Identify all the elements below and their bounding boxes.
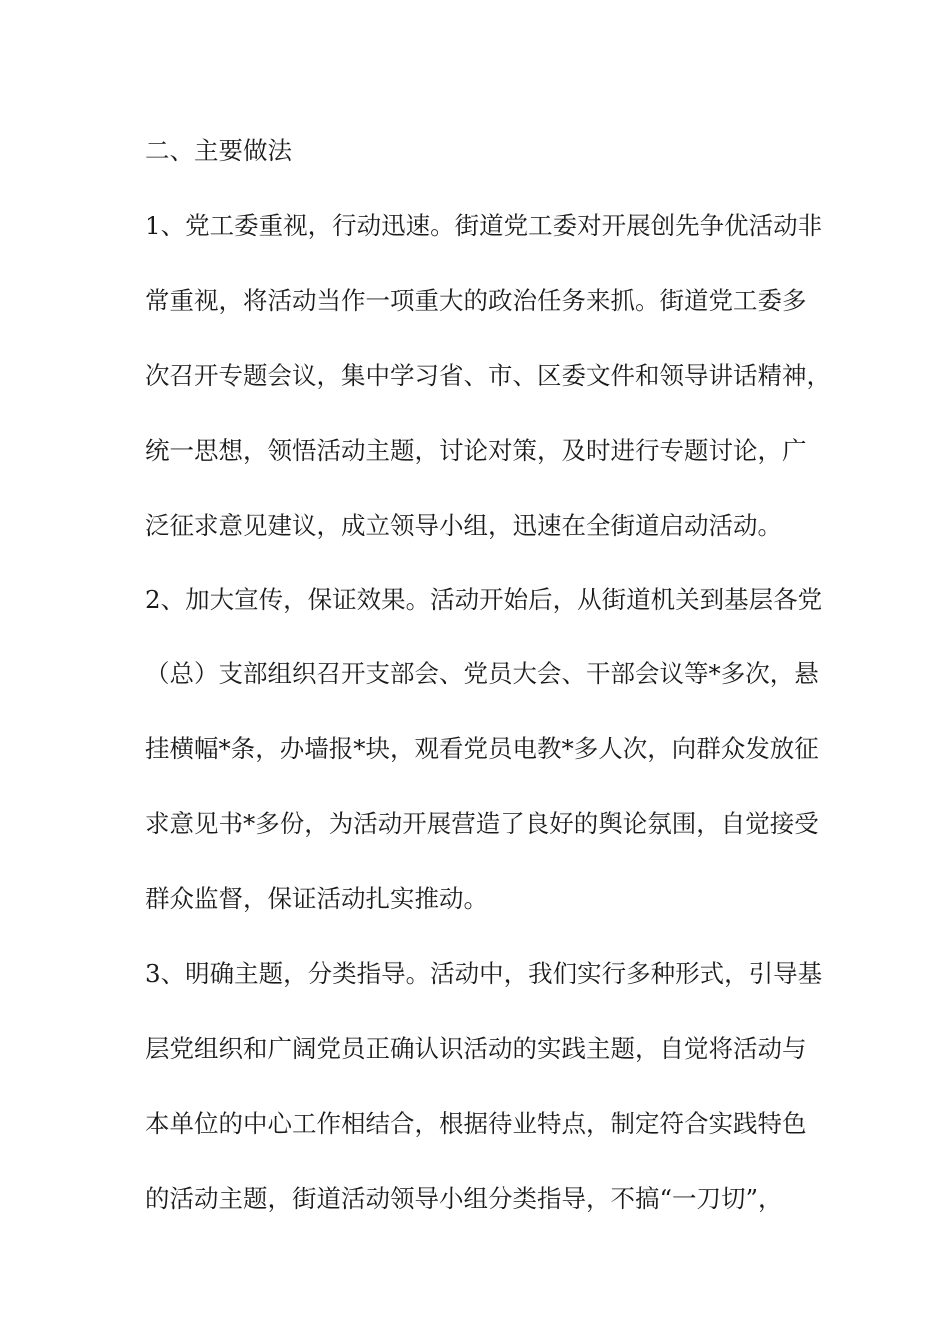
paragraph-line: 统一思想，领悟活动主题，讨论对策，及时进行专题讨论，广 <box>145 436 807 465</box>
paragraph-line: 3、明确主题，分类指导。活动中，我们实行多种形式，引导基 <box>145 959 823 988</box>
paragraph-line: 常重视，将活动当作一项重大的政治任务来抓。街道党工委多 <box>145 286 807 315</box>
section-heading: 二、主要做法 <box>145 136 292 165</box>
paragraph-line: 2、加大宣传，保证效果。活动开始后，从街道机关到基层各党 <box>145 585 823 614</box>
paragraph-line: 本单位的中心工作相结合，根据待业特点，制定符合实践特色 <box>145 1109 807 1138</box>
paragraph-line: 群众监督，保证活动扎实推动。 <box>145 884 488 913</box>
paragraph-line: 求意见书*多份，为活动开展营造了良好的舆论氛围，自觉接受 <box>145 809 819 838</box>
paragraph-line: 次召开专题会议，集中学习省、市、区委文件和领导讲话精神， <box>145 361 831 390</box>
paragraph-line: 挂横幅*条，办墙报*块，观看党员电教*多人次，向群众发放征 <box>145 734 819 763</box>
paragraph-line: 1、党工委重视，行动迅速。街道党工委对开展创先争优活动非 <box>145 211 823 240</box>
paragraph-line: 层党组织和广阔党员正确认识活动的实践主题，自觉将活动与 <box>145 1034 807 1063</box>
paragraph-line: 的活动主题，街道活动领导小组分类指导，不搞“一刀切”， <box>145 1184 783 1213</box>
paragraph-line: （总）支部组织召开支部会、党员大会、干部会议等*多次，悬 <box>145 659 819 688</box>
paragraph-line: 泛征求意见建议，成立领导小组，迅速在全街道启动活动。 <box>145 511 782 540</box>
